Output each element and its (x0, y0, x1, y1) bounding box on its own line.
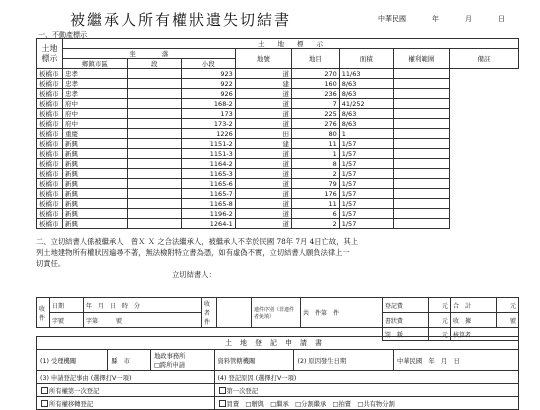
cell-lot: 1164-2 (181, 159, 235, 169)
cell-remark (393, 119, 449, 129)
cell-district: 板橋市 (37, 169, 63, 179)
cell-share: 1/57 (339, 189, 393, 199)
num-format: 字第 號 (84, 313, 202, 328)
date-format: 年 月 日 時 分 (84, 298, 202, 313)
cell-area: 7 (292, 99, 340, 109)
total-count: 共 件第 件 (300, 298, 382, 328)
cell-section: 新興 (62, 189, 127, 199)
land-row (37, 159, 519, 169)
cell-district: 板橋市 (37, 99, 63, 109)
cell-subsection (127, 209, 181, 219)
cell-district: 板橋市 (37, 109, 63, 119)
cell-area: 1 (292, 149, 340, 159)
receipt-no-unit: 號 (496, 313, 518, 328)
section-1-label: 一、不動產標示 (38, 31, 87, 39)
cell-section: 府中 (62, 119, 127, 129)
cell-category: 道 (235, 179, 291, 189)
office-cell (150, 350, 214, 371)
cell-remark (393, 219, 449, 229)
cell-category: 道 (235, 189, 291, 199)
date-day: 日 (498, 15, 505, 23)
reg-fee-label: 登記費 (382, 298, 428, 313)
cell-remark (393, 129, 449, 139)
office-name: 地政事務所 (153, 353, 186, 360)
item-option-1[interactable] (37, 384, 215, 397)
cell-section: 新興 (62, 179, 127, 189)
cell-subsection (127, 99, 181, 109)
total-amount-unit: 元 (496, 298, 518, 313)
cell-district: 板橋市 (37, 119, 63, 129)
cell-category: 道 (235, 169, 291, 179)
cell-area: 2 (292, 169, 340, 179)
cell-lot: 173-2 (181, 119, 235, 129)
col-category: 地目 (292, 49, 340, 69)
cell-district: 板橋市 (37, 199, 63, 209)
cell-subsection (127, 129, 181, 139)
cell-area: 11 (292, 199, 340, 209)
cell-lot: 923 (181, 69, 235, 79)
cell-share: 8/63 (339, 79, 393, 89)
cell-district: 板橋市 (37, 89, 63, 99)
cause-option-1-label: 第一次登記 (226, 387, 259, 395)
cell-district: 板橋市 (37, 219, 63, 229)
cause-label: (4) 登記原因 (選擇打V一項) (214, 371, 518, 384)
cell-district: 板橋市 (37, 79, 63, 89)
cell-share: 1/57 (339, 209, 393, 219)
land-table-location-row (37, 49, 519, 59)
receipt-label: 收件 (37, 298, 50, 328)
land-row (37, 69, 519, 79)
cell-area: 6 (292, 209, 340, 219)
date-month: 月 (465, 15, 472, 23)
item-option-2[interactable] (37, 397, 215, 410)
signer-label: 立切結書人： (172, 270, 216, 279)
item-label: (3) 申請登記事由 (選擇打V一項) (37, 371, 215, 384)
statement-notes (36, 236, 506, 269)
cell-district: 板橋市 (37, 159, 63, 169)
cell-lot: 1165-7 (181, 189, 235, 199)
item-option-1-label: 所有權第一次登記 (49, 387, 100, 395)
cell-area: 176 (292, 189, 340, 199)
col-lot: 地號 (235, 49, 291, 69)
cause-date-label: (2) 原因發生日期 (294, 350, 393, 371)
cell-area: 2 (292, 219, 340, 229)
land-row (37, 219, 519, 229)
cell-section: 重慶 (62, 129, 127, 139)
land-table-body (37, 69, 519, 229)
cell-category: 道 (235, 149, 291, 159)
col-area: 面積 (339, 49, 393, 69)
cross-office-checkbox[interactable]: □跨所申請 (153, 362, 186, 369)
cell-district: 板橋市 (37, 69, 63, 79)
statement-line-3: 切責任。 (36, 259, 66, 268)
cell-section: 忠孝 (62, 79, 127, 89)
cell-share: 8/63 (339, 109, 393, 119)
cell-district: 板橋市 (37, 139, 63, 149)
cell-lot: 1264-1 (181, 219, 235, 229)
cell-share: 1/57 (339, 169, 393, 179)
cell-remark (393, 89, 449, 99)
cell-category: 建 (235, 79, 291, 89)
cell-category: 田 (235, 129, 291, 139)
date-label: 日期 (50, 298, 84, 313)
cell-remark (393, 149, 449, 159)
cause-option-2-label: 買賣 □贈與 □繼承 □分割繼承 □拍賣 □共有物分割 (226, 400, 395, 408)
receipt-no-label: 收 據 (450, 313, 496, 328)
group-header: 土 地 標 示 (62, 39, 518, 49)
cell-category: 道 (235, 99, 291, 109)
cell-share: 8/63 (339, 119, 393, 129)
land-row (37, 149, 519, 159)
land-table (36, 38, 519, 229)
checkbox-icon[interactable] (219, 400, 226, 407)
cell-section: 府中 (62, 109, 127, 119)
cell-category: 道 (235, 199, 291, 209)
cell-area: 8 (292, 159, 340, 169)
land-row (37, 119, 519, 129)
book-fee-label: 書狀費 (382, 313, 428, 328)
cell-lot: 1151-3 (181, 149, 235, 159)
total-amount-label: 合 計 (450, 298, 496, 313)
cell-share: 1 (339, 129, 393, 139)
cell-category: 道 (235, 89, 291, 99)
col-subsection: 小段 (181, 59, 235, 69)
cell-remark (393, 169, 449, 179)
cell-lot: 1196-2 (181, 209, 235, 219)
land-row (37, 139, 519, 149)
cell-share: 1/57 (339, 199, 393, 209)
document-title: 被繼承人所有權狀遺失切結書 (70, 11, 292, 29)
doc-sender-label: 資料管轄機關 (214, 350, 294, 371)
cell-subsection (127, 219, 181, 229)
cell-remark (393, 79, 449, 89)
cell-remark (393, 69, 449, 79)
cell-lot: 173 (181, 109, 235, 119)
cell-section: 忠孝 (62, 69, 127, 79)
reg-fee-unit: 元 (428, 298, 450, 313)
form-heading: 土地登記申請書 (37, 337, 519, 350)
cell-share: 1/57 (339, 179, 393, 189)
cell-district: 板橋市 (37, 149, 63, 159)
cell-subsection (127, 159, 181, 169)
cell-section: 府中 (62, 99, 127, 109)
col-section: 段 (127, 59, 181, 69)
cell-remark (393, 199, 449, 209)
checkbox-icon[interactable] (41, 400, 48, 407)
cell-lot: 168-2 (181, 99, 235, 109)
cell-district: 板橋市 (37, 179, 63, 189)
cause-option-1[interactable] (214, 384, 518, 397)
cell-share: 1/57 (339, 159, 393, 169)
cell-area: 160 (292, 79, 340, 89)
cell-district: 板橋市 (37, 209, 63, 219)
cell-remark (393, 139, 449, 149)
date-era: 中華民國 (378, 15, 406, 23)
fee-table (36, 297, 519, 341)
cell-lot: 1165-3 (181, 169, 235, 179)
side-label: 土地標示 (37, 39, 63, 69)
cell-lot: 1226 (181, 129, 235, 139)
cause-date-value[interactable]: 中華民國 年 月 日 (393, 350, 518, 371)
land-row (37, 189, 519, 199)
cell-section: 新興 (62, 169, 127, 179)
cell-remark (393, 179, 449, 189)
cell-section: 新興 (62, 159, 127, 169)
statement-line-1: 二、立切結書人係被繼承人 曾Ｘ Ｘ 之合法繼承人，被繼承人不幸於民國 78年 7月 4日亡故，其上 (36, 237, 359, 246)
cell-share: 1/57 (339, 149, 393, 159)
cell-lot: 1165-6 (181, 179, 235, 189)
land-row (37, 209, 519, 219)
land-row (37, 79, 519, 89)
cell-share: 41/252 (339, 99, 393, 109)
cell-section: 新興 (62, 149, 127, 159)
land-row (37, 99, 519, 109)
county-label: 縣 市 (108, 350, 151, 371)
cell-subsection (127, 109, 181, 119)
book-fee-unit: 元 (428, 313, 450, 328)
fine-label: 罰 鍰 (382, 328, 428, 341)
cell-section: 忠孝 (62, 89, 127, 99)
cell-category: 建 (235, 139, 291, 149)
cell-share: 1/57 (339, 219, 393, 229)
cell-area: 270 (292, 69, 340, 79)
land-table-group-row (37, 39, 519, 49)
cell-lot: 922 (181, 79, 235, 89)
cell-section: 新興 (62, 199, 127, 209)
land-row (37, 169, 519, 179)
checkbox-icon[interactable] (41, 387, 48, 394)
cell-category: 道 (235, 109, 291, 119)
cell-remark (393, 109, 449, 119)
cell-share: 11/63 (339, 69, 393, 79)
cell-remark (393, 99, 449, 109)
statement-line-2: 列土地建物所有權狀因遍尋不著，無法檢附特立書為憑，如有虛偽不實，立切結書人願負法律上一 (36, 248, 350, 257)
cell-subsection (127, 79, 181, 89)
land-row (37, 199, 519, 209)
cell-area: 236 (292, 89, 340, 99)
fine-unit: 元 (428, 328, 450, 341)
cell-area: 79 (292, 179, 340, 189)
cell-subsection (127, 189, 181, 199)
office-label: (1) 受理機關 (37, 350, 108, 371)
cell-section: 新興 (62, 209, 127, 219)
cell-area: 11 (292, 139, 340, 149)
cell-category: 道 (235, 119, 291, 129)
cell-share: 8/63 (339, 89, 393, 99)
cell-remark (393, 159, 449, 169)
num-label: 字號 (50, 313, 84, 328)
cell-category: 道 (235, 69, 291, 79)
link-label: 連件序別（非連件者免填） (251, 298, 300, 328)
cell-section: 新興 (62, 219, 127, 229)
cell-area: 80 (292, 129, 340, 139)
cell-category: 道 (235, 219, 291, 229)
verifier-label: 核算者 (450, 328, 518, 341)
col-remark: 備註 (450, 49, 519, 69)
date-line (378, 14, 505, 24)
cell-category: 道 (235, 159, 291, 169)
cell-subsection (127, 199, 181, 209)
cell-subsection (127, 169, 181, 179)
land-row (37, 109, 519, 119)
cell-subsection (127, 89, 181, 99)
receiver-label: 收者件 (201, 298, 216, 328)
location-header: 坐 落 (62, 49, 235, 59)
cell-section: 新興 (62, 139, 127, 149)
cell-lot: 926 (181, 89, 235, 99)
cell-area: 225 (292, 109, 340, 119)
date-year: 年 (432, 15, 439, 23)
land-row (37, 129, 519, 139)
cell-subsection (127, 139, 181, 149)
cell-category: 道 (235, 209, 291, 219)
land-row (37, 89, 519, 99)
item-option-2-label: 所有權移轉登記 (49, 400, 94, 408)
land-row (37, 179, 519, 189)
cell-area: 276 (292, 119, 340, 129)
cell-remark (393, 209, 449, 219)
cell-subsection (127, 179, 181, 189)
cause-option-2[interactable] (214, 397, 518, 410)
cell-district: 板橋市 (37, 129, 63, 139)
application-form (36, 336, 519, 410)
cell-subsection (127, 149, 181, 159)
checkbox-icon[interactable] (219, 387, 226, 394)
cell-lot: 1165-8 (181, 199, 235, 209)
col-district: 鄉鎮市區 (62, 59, 127, 69)
cell-remark (393, 189, 449, 199)
col-share: 權利範圍 (393, 49, 449, 69)
cell-district: 板橋市 (37, 189, 63, 199)
cell-share: 1/57 (339, 139, 393, 149)
cell-subsection (127, 119, 181, 129)
cell-subsection (127, 69, 181, 79)
cell-lot: 1151-2 (181, 139, 235, 149)
